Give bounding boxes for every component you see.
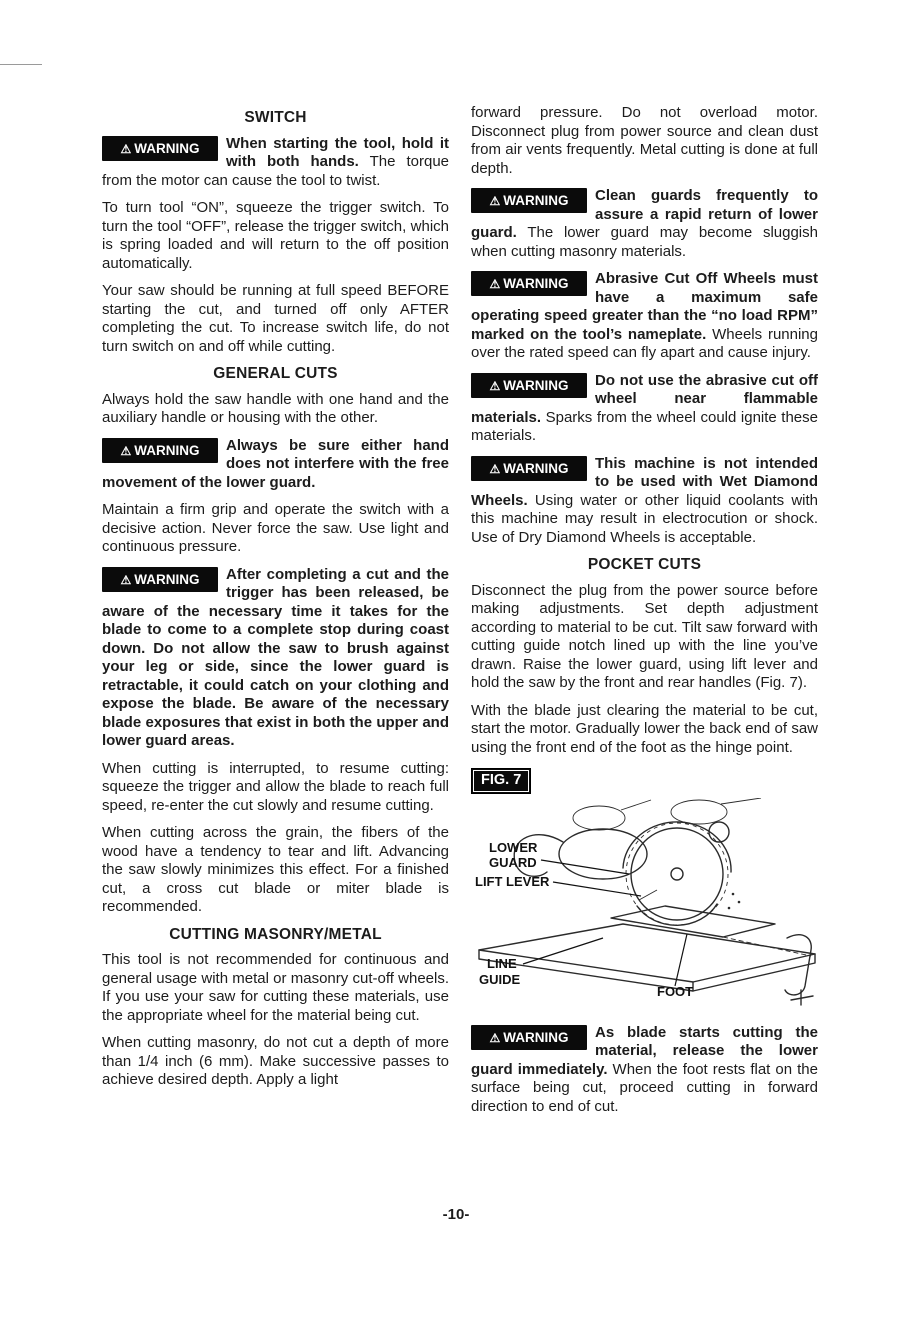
- warning-label: WARNING: [134, 571, 200, 587]
- warning-block-abrasive-wheels-speed: [471, 270, 818, 363]
- warning-label: WARNING: [134, 442, 200, 458]
- paragraph-hold-handle: Always hold the saw handle with one hand and the auxiliary handle or housing with the other.: [102, 390, 449, 426]
- paragraph-pocket-setup: Disconnect the plug from the power source before making adjustments. Set depth adjustment according to material to be cut. Tilt saw forward with cutting guide notch lined up with the line you’ve drawn. Raise the lower guard, using lift lever and hold the saw by the front and rear handles (Fig. 7).: [471, 581, 818, 691]
- warning-bold-text: This machine is not intended to be used with Wet Diamond Wheels.: [471, 454, 818, 509]
- fig-label-lower-guard-line2: GUARD: [489, 854, 537, 870]
- motor-housing: [559, 829, 647, 879]
- warning-label: WARNING: [503, 1029, 569, 1045]
- page-number: -10-: [442, 1206, 470, 1223]
- warning-block-clean-guards: [471, 187, 818, 261]
- warning-label: WARNING: [503, 276, 569, 291]
- warning-badge: [471, 188, 587, 213]
- paragraph-trigger-on-off: To turn tool “ON”, squeeze the trigger switch. To turn the tool “OFF”, release the trigger switch, which is spring loaded and will return to the off position automatically.: [102, 199, 449, 272]
- warning-body-text: The torque from the motor can cause the tool to twist.: [102, 153, 449, 189]
- warning-bold-text: As blade starts cutting the material, release the lower guard immediately.: [471, 1023, 818, 1078]
- warning-body-text: Wheels running over the rated speed can fly apart and cause injury.: [471, 325, 818, 361]
- warning-badge: [471, 1025, 587, 1050]
- fig-label-line-guide-line2: GUIDE: [479, 971, 521, 987]
- warning-body-text: Sparks from the wheel could ignite these materials.: [471, 408, 818, 444]
- warning-icon: ⚠: [489, 1030, 501, 1045]
- warning-block-starting-tool: [102, 135, 449, 191]
- paragraph-full-speed: Your saw should be running at full speed BEFORE starting the cut, and turned off only AFTER completing the cut. To increase switch life, do not turn switch on and off while cutting.: [102, 282, 449, 355]
- warning-bold-text: Abrasive Cut Off Wheels must have a maximum safe operating speed greater than the “no load RPM” marked on the tool’s nameplate.: [471, 270, 818, 343]
- workpiece-board-top: [479, 924, 815, 982]
- warning-block-coast-down: [102, 566, 449, 751]
- figure-saw-illustration: [471, 798, 818, 1016]
- sawdust: [728, 892, 741, 909]
- warning-icon: ⚠: [120, 443, 132, 458]
- leader-line-guide: [523, 938, 603, 964]
- warning-body-text: The lower guard may become sluggish when cutting masonry materials.: [471, 224, 818, 260]
- warning-bold-text: Always be sure either hand does not interfere with the free movement of the lower guard.: [102, 436, 449, 491]
- warning-body-text: When the foot rests flat on the surface being cut, proceed cutting in forward direction to end of cut.: [471, 1060, 818, 1115]
- warning-badge: [102, 567, 218, 592]
- fig-label-lift-lever: LIFT LEVER: [475, 873, 550, 889]
- warning-body-text: Using water or other liquid coolants with this machine may result in electrocution or shock. Use of Dry Diamond Wheels is acceptable.: [471, 491, 818, 546]
- workpiece-board-right-edge: [693, 954, 815, 991]
- leader-lower-guard: [541, 860, 629, 874]
- warning-bold-text: Do not use the abrasive cut off wheel near flammable materials.: [471, 371, 818, 426]
- warning-label: WARNING: [134, 140, 200, 156]
- saw-foot-plate: [611, 906, 775, 937]
- warning-badge: [102, 136, 218, 161]
- warning-icon: ⚠: [120, 572, 132, 587]
- lower-guard: [637, 904, 717, 925]
- figure-7: [471, 766, 818, 1016]
- paragraph-firm-grip: Maintain a firm grip and operate the switch with a decisive action. Never force the saw. Use light and continuous pressure.: [102, 501, 449, 555]
- fig-label-foot: FOOT: [657, 983, 694, 999]
- paragraph-forward-pressure: forward pressure. Do not overload motor. Disconnect plug from power source and clean dust from air vents frequently. Metal cutting is done at full depth.: [471, 104, 818, 177]
- section-heading-cutting-masonry-metal: CUTTING MASONRY/METAL: [169, 925, 382, 943]
- left-column: [102, 104, 449, 1125]
- paragraph-cutting-masonry-depth: When cutting masonry, do not cut a depth of more than 1/4 inch (6 mm). Make successive passes to achieve desired depth. Apply a light: [102, 1034, 449, 1088]
- warning-block-flammable-materials: [471, 372, 818, 446]
- warning-bold-text: Clean guards frequently to assure a rapid return of lower guard.: [471, 187, 818, 241]
- section-heading-switch: SWITCH: [244, 109, 307, 126]
- blade-arbor: [671, 868, 683, 880]
- right-column: [471, 104, 818, 1125]
- warning-icon: ⚠: [489, 461, 501, 476]
- warning-icon: ⚠: [489, 194, 501, 208]
- warning-badge: [102, 438, 218, 463]
- warning-bold-text: After completing a cut and the trigger has been released, be aware of the necessary time it takes for the blade to come to a complete stop during coast down. Do not allow the saw to brush against your leg or side, since the lower guard is retractable, it could catch on your clothing and expose the blade. Be aware of the necessary blade exposures that exist in both the upper and lower guard areas.: [102, 565, 449, 749]
- warning-icon: ⚠: [489, 378, 501, 393]
- warning-badge: [471, 456, 587, 481]
- paragraph-resume-cutting: When cutting is interrupted, to resume cutting: squeeze the trigger and allow the blade to reach full speed, re-enter the cut slowly and resume cutting.: [102, 759, 449, 814]
- hand-rear: [573, 806, 625, 830]
- section-heading-general-cuts: GENERAL CUTS: [213, 365, 338, 382]
- hand-front: [671, 800, 727, 824]
- warning-bold-text: When starting the tool, hold it with both hands.: [226, 134, 449, 170]
- saw-blade: [631, 828, 723, 920]
- fig-label-lower-guard-line1: LOWER: [489, 839, 538, 855]
- warning-block-wet-diamond-wheels: [471, 455, 818, 548]
- warning-badge: [471, 271, 587, 296]
- warning-block-release-lower-guard: [471, 1024, 818, 1117]
- fig-label-line-guide-line1: LINE: [487, 955, 517, 971]
- figure-7-badge: FIG. 7: [471, 768, 531, 794]
- warning-badge: [471, 373, 587, 398]
- warning-icon: ⚠: [120, 141, 132, 156]
- lift-lever: [639, 890, 657, 900]
- page-content: [102, 104, 818, 1125]
- paragraph-across-grain: When cutting across the grain, the fibers of the wood have a tendency to tear and lift. Advancing the saw slowly minimizes this effect. For a finished cut, a cross cut blade or miter blade is recommended.: [102, 824, 449, 915]
- warning-label: WARNING: [503, 460, 569, 476]
- arm-lines: [621, 798, 761, 810]
- scan-artifact-line: [0, 64, 42, 65]
- leader-foot: [675, 934, 687, 986]
- section-heading-pocket-cuts: POCKET CUTS: [587, 556, 702, 573]
- warning-block-hand-interfere: [102, 437, 449, 493]
- warning-icon: ⚠: [489, 277, 501, 291]
- c-clamp-handle: [791, 996, 813, 1000]
- paragraph-not-recommended: This tool is not recommended for continuous and general usage with metal or masonry cut-off wheels. If you use your saw for cutting these materials, use the appropriate wheel for the material being cut.: [102, 951, 449, 1024]
- warning-label: WARNING: [503, 377, 569, 393]
- paragraph-hinge-point: With the blade just clearing the material to be cut, start the motor. Gradually lower the back end of saw using the front end of the foot as the hinge point.: [471, 701, 818, 756]
- warning-label: WARNING: [503, 193, 569, 208]
